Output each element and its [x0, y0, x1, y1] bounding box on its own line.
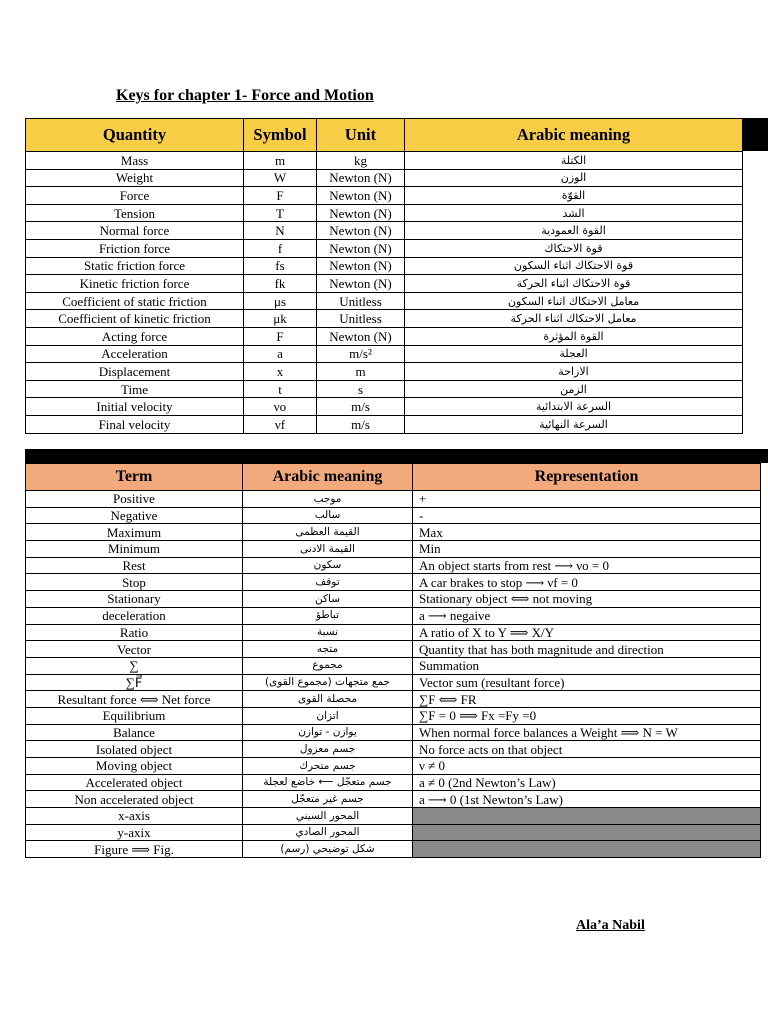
quantity-name: Kinetic friction force: [26, 275, 244, 293]
term-arabic: جسم معزول: [243, 741, 413, 758]
term-arabic: القيمة العظمى: [243, 524, 413, 541]
term-representation: Vector sum (resultant force): [413, 674, 761, 691]
term-arabic: جمع متجهات (مجموع القوى): [243, 674, 413, 691]
term-row: [26, 674, 761, 691]
term-representation: An object starts from rest ⟶ νo = 0: [413, 557, 761, 574]
term-row: [26, 507, 761, 524]
term-arabic: القيمة الادنى: [243, 541, 413, 558]
quantity-name: Normal force: [26, 222, 244, 240]
quantity-symbol: t: [244, 380, 317, 398]
quantity-name: Time: [26, 380, 244, 398]
term-name: Moving object: [26, 758, 243, 775]
term-row: [26, 841, 761, 858]
quantity-symbol: x: [244, 363, 317, 381]
term-row: [26, 724, 761, 741]
quantity-unit: Newton (N): [317, 187, 405, 205]
quantity-row: [26, 169, 743, 187]
black-separator-bar: [25, 449, 768, 463]
quantity-unit: Newton (N): [317, 222, 405, 240]
quantity-unit: Newton (N): [317, 204, 405, 222]
term-arabic: متجه: [243, 641, 413, 658]
term-arabic: المحور السيني: [243, 808, 413, 825]
term-arabic: تباطؤ: [243, 607, 413, 624]
term-representation: Quantity that has both magnitude and direction: [413, 641, 761, 658]
term-name: Accelerated object: [26, 774, 243, 791]
term-row: [26, 591, 761, 608]
quantity-unit: m/s: [317, 415, 405, 433]
quantity-symbol: F: [244, 327, 317, 345]
quantity-unit: Newton (N): [317, 257, 405, 275]
quantities-header-row: [26, 119, 743, 152]
quantity-row: [26, 345, 743, 363]
quantity-name: Final velocity: [26, 415, 244, 433]
quantity-name: Static friction force: [26, 257, 244, 275]
quantities-table: [25, 118, 743, 434]
quantity-arabic: الكتلة: [405, 152, 743, 170]
term-arabic: توقف: [243, 574, 413, 591]
term-representation: ∑F ⟺ FR: [413, 691, 761, 708]
term-name: Vector: [26, 641, 243, 658]
term-representation: +: [413, 491, 761, 508]
header-arabic-meaning: Arabic meaning: [243, 464, 413, 491]
quantity-arabic: القوّة: [405, 187, 743, 205]
quantity-symbol: νf: [244, 415, 317, 433]
terms-table: [25, 463, 761, 858]
term-arabic: محصلة القوى: [243, 691, 413, 708]
term-name: Stop: [26, 574, 243, 591]
quantity-row: [26, 292, 743, 310]
term-arabic: نسبة: [243, 624, 413, 641]
term-name: ∑: [26, 657, 243, 674]
quantity-name: Initial velocity: [26, 398, 244, 416]
term-name: x-axis: [26, 808, 243, 825]
quantity-symbol: a: [244, 345, 317, 363]
quantity-name: Displacement: [26, 363, 244, 381]
quantity-unit: Newton (N): [317, 239, 405, 257]
quantity-arabic: قوة الاحتكاك: [405, 239, 743, 257]
quantity-arabic: القوة العمودية: [405, 222, 743, 240]
term-representation: [413, 824, 761, 841]
term-arabic: مجموع: [243, 657, 413, 674]
quantity-name: Acceleration: [26, 345, 244, 363]
term-arabic: جسم متعجّل ⟵ خاضع لعجلة: [243, 774, 413, 791]
term-name: ∑F⃗: [26, 674, 243, 691]
term-row: [26, 657, 761, 674]
quantity-symbol: T: [244, 204, 317, 222]
term-row: [26, 491, 761, 508]
quantity-name: Mass: [26, 152, 244, 170]
term-name: Maximum: [26, 524, 243, 541]
term-row: [26, 758, 761, 775]
quantity-row: [26, 327, 743, 345]
term-name: Non accelerated object: [26, 791, 243, 808]
term-arabic: شكل توضيحي (رسم): [243, 841, 413, 858]
quantity-row: [26, 398, 743, 416]
term-name: Resultant force ⟺ Net force: [26, 691, 243, 708]
quantity-arabic: الشد: [405, 204, 743, 222]
quantity-row: [26, 257, 743, 275]
term-name: Stationary: [26, 591, 243, 608]
quantity-arabic: الازاحة: [405, 363, 743, 381]
term-arabic: المحور الصادي: [243, 824, 413, 841]
term-arabic: ساكن: [243, 591, 413, 608]
quantity-row: [26, 310, 743, 328]
term-arabic: اتزان: [243, 707, 413, 724]
quantity-unit: Unitless: [317, 310, 405, 328]
term-row: [26, 541, 761, 558]
quantity-symbol: m: [244, 152, 317, 170]
quantity-name: Acting force: [26, 327, 244, 345]
quantity-unit: Newton (N): [317, 275, 405, 293]
terms-header-row: [26, 464, 761, 491]
quantity-symbol: fs: [244, 257, 317, 275]
quantity-name: Friction force: [26, 239, 244, 257]
term-row: [26, 641, 761, 658]
quantity-row: [26, 222, 743, 240]
header-term: Term: [26, 464, 243, 491]
term-representation: Min: [413, 541, 761, 558]
quantity-arabic: قوة الاحتكاك اثناء الحركة: [405, 275, 743, 293]
term-row: [26, 808, 761, 825]
quantity-symbol: W: [244, 169, 317, 187]
quantity-unit: Newton (N): [317, 327, 405, 345]
quantity-row: [26, 363, 743, 381]
term-arabic: سالب: [243, 507, 413, 524]
term-representation: A car brakes to stop ⟶ νf = 0: [413, 574, 761, 591]
author-signature: Ala’a Nabil: [576, 918, 645, 933]
quantity-arabic: قوة الاحتكاك اثناء السكون: [405, 257, 743, 275]
quantity-symbol: fk: [244, 275, 317, 293]
quantity-row: [26, 152, 743, 170]
quantity-name: Weight: [26, 169, 244, 187]
quantity-name: Coefficient of kinetic friction: [26, 310, 244, 328]
quantity-arabic: السرعة الابتدائية: [405, 398, 743, 416]
quantity-row: [26, 204, 743, 222]
quantity-name: Force: [26, 187, 244, 205]
quantity-symbol: νo: [244, 398, 317, 416]
term-representation: [413, 841, 761, 858]
quantity-unit: Newton (N): [317, 169, 405, 187]
header-arabic-meaning: Arabic meaning: [405, 119, 743, 152]
quantity-name: Tension: [26, 204, 244, 222]
term-arabic: جسم غير متعجّل: [243, 791, 413, 808]
quantity-unit: m: [317, 363, 405, 381]
quantity-symbol: F: [244, 187, 317, 205]
quantity-row: [26, 415, 743, 433]
quantity-arabic: السرعة النهائية: [405, 415, 743, 433]
term-row: [26, 691, 761, 708]
black-bar-top: [742, 118, 768, 151]
term-representation: -: [413, 507, 761, 524]
quantity-arabic: القوة المؤثرة: [405, 327, 743, 345]
quantity-arabic: الزمن: [405, 380, 743, 398]
term-row: [26, 624, 761, 641]
term-row: [26, 791, 761, 808]
quantity-arabic: معامل الاحتكاك اثناء السكون: [405, 292, 743, 310]
term-row: [26, 557, 761, 574]
term-row: [26, 707, 761, 724]
term-arabic: يوازن - توازن: [243, 724, 413, 741]
term-row: [26, 774, 761, 791]
term-representation: When normal force balances a Weight ⟹ N = W: [413, 724, 761, 741]
quantity-unit: Unitless: [317, 292, 405, 310]
page-title: Keys for chapter 1- Force and Motion: [116, 87, 374, 104]
term-representation: a ⟶ 0 (1st Newton’s Law): [413, 791, 761, 808]
term-representation: Max: [413, 524, 761, 541]
quantity-symbol: N: [244, 222, 317, 240]
term-name: Equilibrium: [26, 707, 243, 724]
term-row: [26, 607, 761, 624]
quantity-row: [26, 275, 743, 293]
quantity-symbol: μk: [244, 310, 317, 328]
term-name: Figure ⟹ Fig.: [26, 841, 243, 858]
term-name: y-axix: [26, 824, 243, 841]
term-name: deceleration: [26, 607, 243, 624]
term-arabic: موجب: [243, 491, 413, 508]
term-name: Positive: [26, 491, 243, 508]
quantity-unit: m/s: [317, 398, 405, 416]
term-representation: ∑F = 0 ⟹ Fx =Fy =0: [413, 707, 761, 724]
quantity-row: [26, 380, 743, 398]
header-representation: Representation: [413, 464, 761, 491]
quantity-arabic: العجلة: [405, 345, 743, 363]
quantity-symbol: μs: [244, 292, 317, 310]
term-name: Isolated object: [26, 741, 243, 758]
term-representation: a ⟶ negaive: [413, 607, 761, 624]
term-arabic: جسم متحرك: [243, 758, 413, 775]
term-arabic: سكون: [243, 557, 413, 574]
term-representation: Summation: [413, 657, 761, 674]
term-representation: A ratio of X to Y ⟹ X/Y: [413, 624, 761, 641]
term-row: [26, 524, 761, 541]
term-representation: ν ≠ 0: [413, 758, 761, 775]
term-representation: No force acts on that object: [413, 741, 761, 758]
term-row: [26, 741, 761, 758]
header-unit: Unit: [317, 119, 405, 152]
quantity-unit: kg: [317, 152, 405, 170]
header-quantity: Quantity: [26, 119, 244, 152]
term-row: [26, 824, 761, 841]
quantity-unit: m/s²: [317, 345, 405, 363]
quantity-row: [26, 187, 743, 205]
quantity-unit: s: [317, 380, 405, 398]
quantity-name: Coefficient of static friction: [26, 292, 244, 310]
term-representation: a ≠ 0 (2nd Newton’s Law): [413, 774, 761, 791]
term-name: Rest: [26, 557, 243, 574]
term-representation: Stationary object ⟺ not moving: [413, 591, 761, 608]
term-representation: [413, 808, 761, 825]
term-row: [26, 574, 761, 591]
term-name: Ratio: [26, 624, 243, 641]
quantity-row: [26, 239, 743, 257]
quantity-arabic: الوزن: [405, 169, 743, 187]
quantity-symbol: f: [244, 239, 317, 257]
quantity-arabic: معامل الاحتكاك اثناء الحركة: [405, 310, 743, 328]
term-name: Minimum: [26, 541, 243, 558]
term-name: Negative: [26, 507, 243, 524]
term-name: Balance: [26, 724, 243, 741]
header-symbol: Symbol: [244, 119, 317, 152]
